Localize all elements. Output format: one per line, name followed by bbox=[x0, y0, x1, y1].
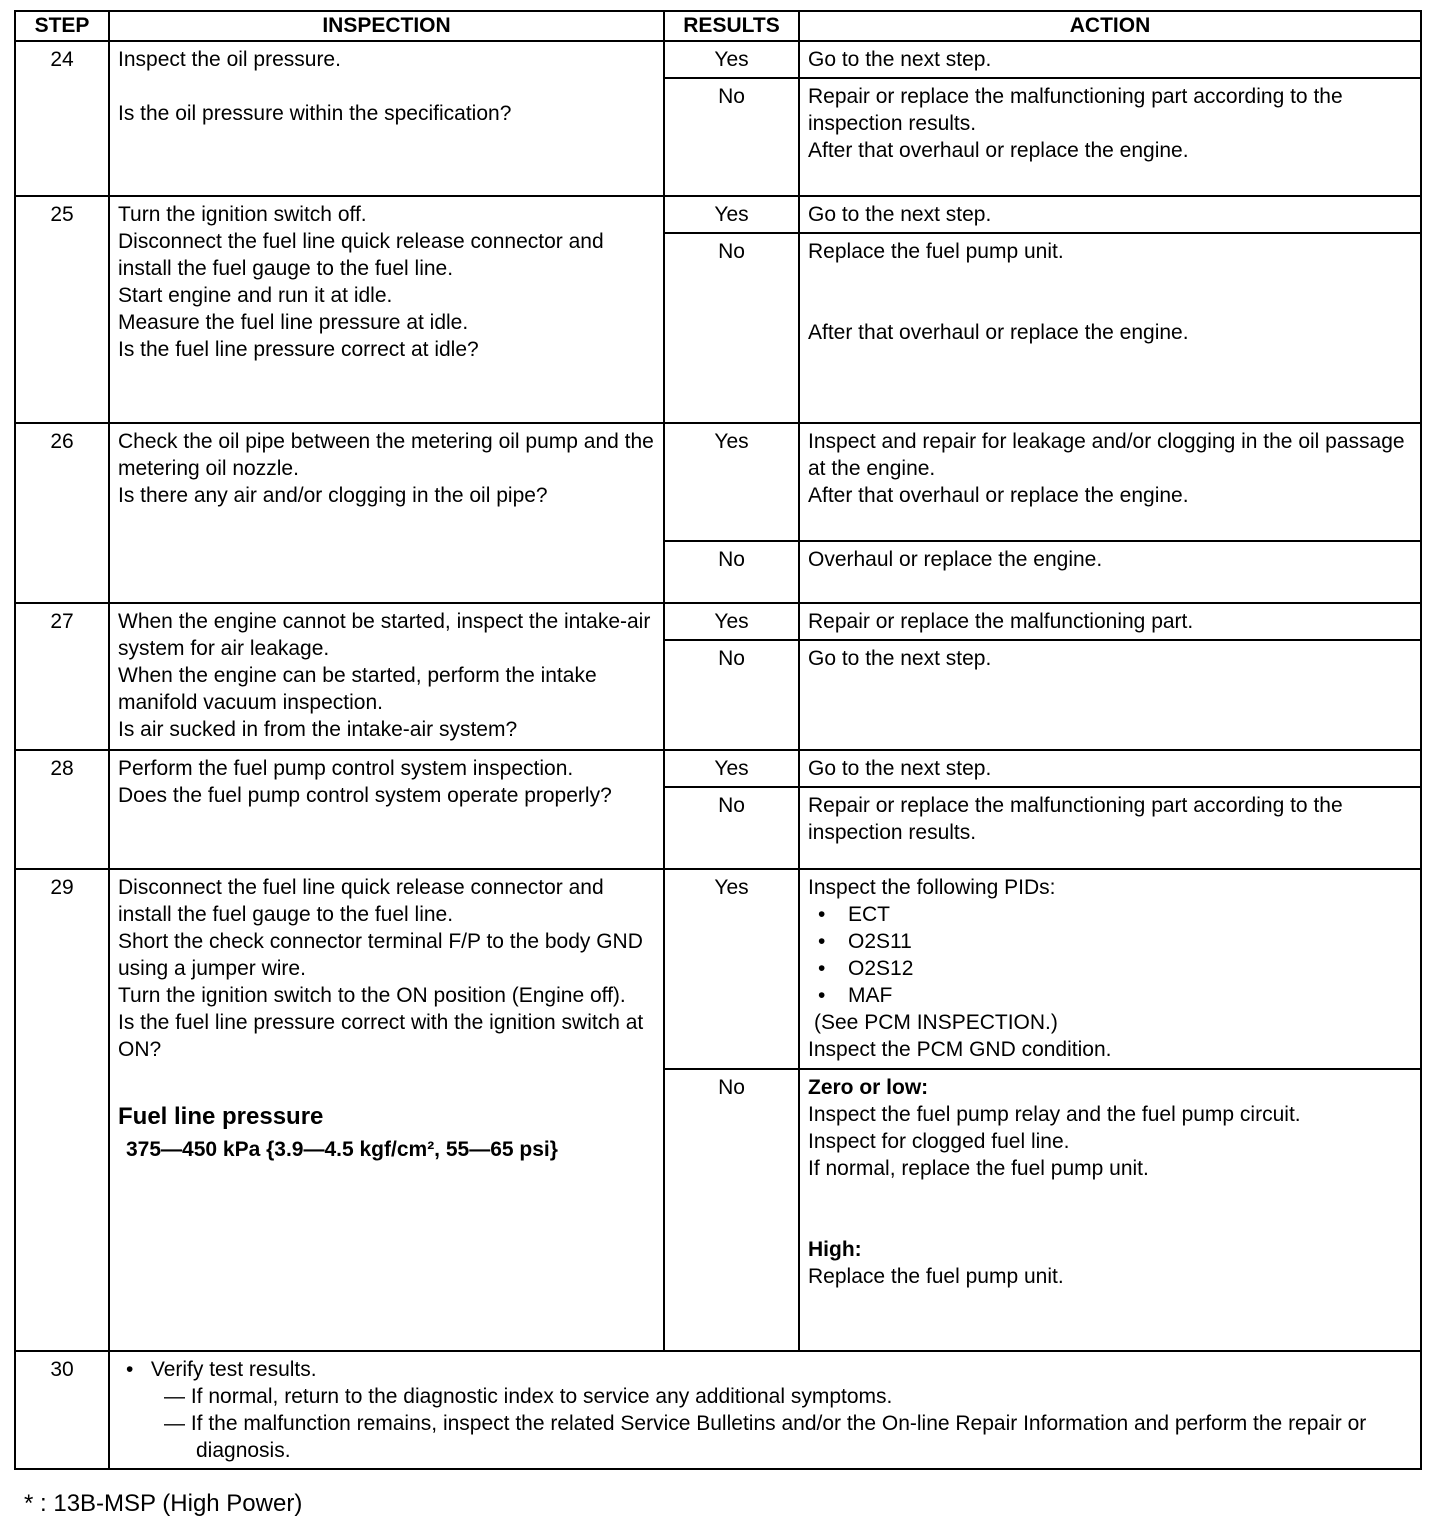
action-no bbox=[799, 78, 1421, 196]
inspection-cell bbox=[109, 750, 664, 869]
step-28-yes-row bbox=[15, 750, 1421, 787]
header-inspection: INSPECTION bbox=[109, 11, 664, 41]
action-no bbox=[799, 787, 1421, 869]
action-line: Go to the next step. bbox=[808, 203, 992, 226]
action-line: (See PCM INSPECTION.) bbox=[814, 1011, 1058, 1034]
inspection-line: Is the fuel line pressure correct with the ignition switch at ON? bbox=[118, 1011, 644, 1061]
action-line: Inspect and repair for leakage and/or clogging in the oil passage at the engine. bbox=[808, 430, 1405, 480]
inspection-line: Is the oil pressure within the specification? bbox=[118, 102, 512, 125]
result-yes: Yes bbox=[664, 41, 799, 78]
inspection-line: Start engine and run it at idle. bbox=[118, 284, 393, 307]
header-action: ACTION bbox=[799, 11, 1421, 41]
result-yes: Yes bbox=[664, 423, 799, 541]
step-number: 28 bbox=[15, 750, 109, 869]
action-line: Overhaul or replace the engine. bbox=[808, 548, 1103, 571]
step-26-yes-row bbox=[15, 423, 1421, 541]
result-no: No bbox=[664, 541, 799, 603]
action-line: Inspect the fuel pump relay and the fuel pump circuit. bbox=[808, 1103, 1301, 1126]
inspection-cell bbox=[109, 603, 664, 750]
action-yes bbox=[799, 423, 1421, 541]
action-yes bbox=[799, 750, 1421, 787]
step-number: 29 bbox=[15, 869, 109, 1351]
result-no: No bbox=[664, 233, 799, 423]
action-line: Go to the next step. bbox=[808, 757, 992, 780]
action-line: Inspect the PCM GND condition. bbox=[808, 1038, 1112, 1061]
result-yes: Yes bbox=[664, 603, 799, 640]
inspection-cell bbox=[109, 869, 664, 1351]
inspection-line: Inspect the oil pressure. bbox=[118, 48, 341, 71]
step-25-yes-row bbox=[15, 196, 1421, 233]
step-29-yes-row bbox=[15, 869, 1421, 1069]
footnote: * : 13B-MSP (High Power) bbox=[24, 1490, 303, 1517]
header-step: STEP bbox=[15, 11, 109, 41]
action-no bbox=[799, 233, 1421, 423]
inspection-line: Disconnect the fuel line quick release connector and install the fuel gauge to the fuel line. bbox=[118, 876, 604, 926]
dash-item: — If the malfunction remains, inspect the related Service Bulletins and/or the On-line Repair Information and perform the repair or diagnosis. bbox=[164, 1412, 1367, 1462]
action-yes bbox=[799, 869, 1421, 1069]
inspection-cell bbox=[109, 423, 664, 603]
action-line: Go to the next step. bbox=[808, 48, 992, 71]
header-results: RESULTS bbox=[664, 11, 799, 41]
dash-item: — If normal, return to the diagnostic index to service any additional symptoms. bbox=[164, 1385, 893, 1408]
action-line: After that overhaul or replace the engine. bbox=[808, 484, 1189, 507]
dash-list bbox=[118, 1383, 1412, 1464]
pid-item: • O2S11 bbox=[812, 928, 1412, 955]
result-no: No bbox=[664, 640, 799, 750]
verify-text: Verify test results. bbox=[150, 1358, 317, 1381]
result-yes: Yes bbox=[664, 196, 799, 233]
action-line: Inspect for clogged fuel line. bbox=[808, 1130, 1070, 1153]
action-yes bbox=[799, 41, 1421, 78]
inspection-line: Turn the ignition switch off. bbox=[118, 203, 367, 226]
action-yes bbox=[799, 196, 1421, 233]
result-no: No bbox=[664, 787, 799, 869]
inspection-line: Short the check connector terminal F/P to the body GND using a jumper wire. bbox=[118, 930, 643, 980]
inspection-line: Is air sucked in from the intake-air system? bbox=[118, 718, 518, 741]
inspection-line: Is there any air and/or clogging in the oil pipe? bbox=[118, 484, 548, 507]
result-yes: Yes bbox=[664, 750, 799, 787]
spec-title: Fuel line pressure bbox=[118, 1103, 324, 1130]
action-no bbox=[799, 541, 1421, 603]
inspection-line: When the engine can be started, perform the intake manifold vacuum inspection. bbox=[118, 664, 597, 714]
action-line: Replace the fuel pump unit. bbox=[808, 1265, 1064, 1288]
header-row bbox=[15, 11, 1421, 41]
step-27-yes-row bbox=[15, 603, 1421, 640]
final-cell bbox=[109, 1351, 1421, 1469]
result-no: No bbox=[664, 78, 799, 196]
step-number: 26 bbox=[15, 423, 109, 603]
verify-line: • Verify test results. bbox=[126, 1358, 317, 1381]
action-line: Go to the next step. bbox=[808, 647, 992, 670]
action-line: After that overhaul or replace the engine. bbox=[808, 139, 1189, 162]
action-line: After that overhaul or replace the engine. bbox=[808, 321, 1189, 344]
action-line: Repair or replace the malfunctioning part according to the inspection results. bbox=[808, 85, 1343, 135]
step-number: 24 bbox=[15, 41, 109, 196]
step-number: 30 bbox=[15, 1351, 109, 1469]
inspection-line: Check the oil pipe between the metering oil pump and the metering oil nozzle. bbox=[118, 430, 654, 480]
diagnostic-table bbox=[14, 10, 1422, 1470]
action-line: Repair or replace the malfunctioning part. bbox=[808, 610, 1194, 633]
step-number: 27 bbox=[15, 603, 109, 750]
action-yes bbox=[799, 603, 1421, 640]
pid-item: • ECT bbox=[812, 901, 1412, 928]
inspection-line: Turn the ignition switch to the ON position (Engine off). bbox=[118, 984, 626, 1007]
inspection-line: Disconnect the fuel line quick release connector and install the fuel gauge to the fuel line. bbox=[118, 230, 604, 280]
inspection-line: Perform the fuel pump control system inspection. bbox=[118, 757, 574, 780]
zero-or-low-title: Zero or low: bbox=[808, 1076, 929, 1099]
inspection-line: Measure the fuel line pressure at idle. bbox=[118, 311, 469, 334]
pid-list bbox=[808, 901, 1412, 1009]
pid-item: • O2S12 bbox=[812, 955, 1412, 982]
inspection-cell bbox=[109, 41, 664, 196]
step-30-row bbox=[15, 1351, 1421, 1469]
inspection-cell bbox=[109, 196, 664, 423]
spec-value: 375—450 kPa {3.9—4.5 kgf/cm², 55—65 psi} bbox=[126, 1138, 558, 1161]
action-line: Inspect the following PIDs: bbox=[808, 876, 1056, 899]
inspection-line: Does the fuel pump control system operate properly? bbox=[118, 784, 612, 807]
high-title: High: bbox=[808, 1238, 862, 1261]
action-line: If normal, replace the fuel pump unit. bbox=[808, 1157, 1149, 1180]
step-number: 25 bbox=[15, 196, 109, 423]
result-no: No bbox=[664, 1069, 799, 1351]
action-no bbox=[799, 640, 1421, 750]
action-line: Replace the fuel pump unit. bbox=[808, 240, 1064, 263]
inspection-line: When the engine cannot be started, inspect the intake-air system for air leakage. bbox=[118, 610, 651, 660]
action-line: Repair or replace the malfunctioning part according to the inspection results. bbox=[808, 794, 1343, 844]
action-no bbox=[799, 1069, 1421, 1351]
step-24-yes-row bbox=[15, 41, 1421, 78]
pid-item: • MAF bbox=[812, 982, 1412, 1009]
result-yes: Yes bbox=[664, 869, 799, 1069]
inspection-line: Is the fuel line pressure correct at idle? bbox=[118, 338, 479, 361]
